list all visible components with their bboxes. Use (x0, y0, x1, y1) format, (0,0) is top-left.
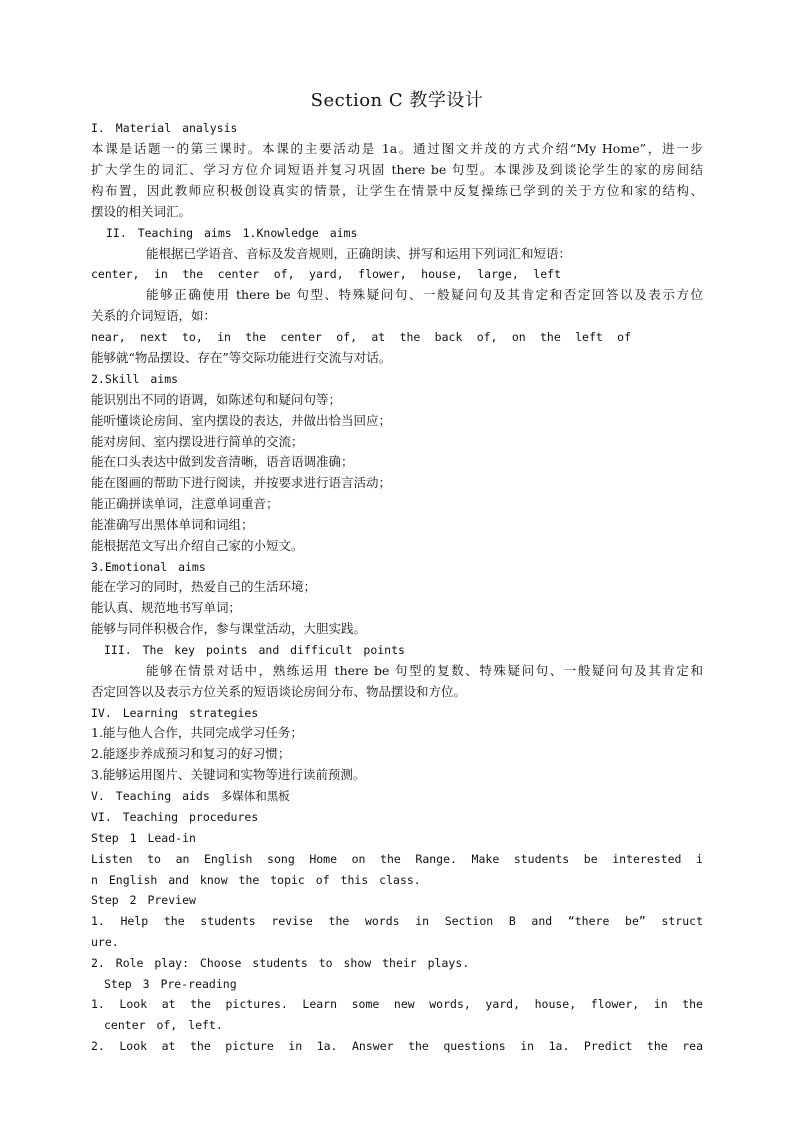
list-item: 能够与同伴积极合作，参与课堂活动，大胆实践。 (91, 621, 367, 636)
heading-material-analysis: I. Material analysis (91, 121, 238, 135)
step-text: ure. (91, 935, 119, 949)
heading-learning-strategies: IV. Learning strategies (91, 706, 259, 720)
paragraph-line: 能够就“物品摆设、存在”等交际功能进行交流与对话。 (91, 350, 392, 365)
list-item: 能认真、规范地书写单词； (91, 600, 242, 615)
list-item: 能在图画的帮助下进行阅读，并按要求进行语言活动； (91, 475, 392, 490)
list-item: 1.能与他人合作，共同完成学习任务； (91, 725, 303, 740)
list-item: 能在口头表达中做到发音清晰，语音语调准确； (91, 454, 354, 469)
heading-teaching-procedures: VI. Teaching procedures (91, 810, 259, 824)
list-item: 能根据范文写出介绍自己家的小短文。 (91, 538, 304, 553)
paragraph-line: 能够在情景对话中，熟练运用 there be 句型的复数、特殊疑问句、一般疑问句及其肯定和 (146, 663, 703, 678)
paragraph-line: 能够正确使用 there be 句型、特殊疑问句、一般疑问句及其肯定和否定回答以及表示方位 (146, 287, 703, 302)
heading-skill-aims: 2.Skill aims (91, 372, 179, 386)
step-text: center of, left. (104, 1018, 223, 1032)
heading-key-points: III. The key points and difficult points (104, 643, 405, 657)
paragraph-line: 扩大学生的词汇、学习方位介词短语并复习巩固 there be 句型。本课涉及到谈论学生的家的房间结 (91, 162, 703, 177)
vocabulary-line: center, in the center of, yard, flower, house, large, left (91, 267, 561, 281)
step-heading: Step 2 Preview (91, 893, 196, 907)
paragraph-line: 摆设的相关词汇。 (91, 204, 192, 219)
step-text: 2. Role play: Choose students to show their plays. (91, 956, 470, 970)
list-item: 能正确拼读单词，注意单词重音； (91, 496, 279, 511)
list-item: 能听懂谈论房间、室内摆设的表达，并做出恰当回应； (91, 413, 392, 428)
list-item: 能准确写出黑体单词和词组； (91, 517, 254, 532)
step-text: 1. Look at the pictures. Learn some new words, yard, house, flower, in the (91, 997, 703, 1011)
list-item: 能在学习的同时，热爱自己的生活环境； (91, 579, 317, 594)
list-item: 2.能逐步养成预习和复习的好习惯； (91, 746, 291, 761)
step-heading: Step 1 Lead-in (91, 831, 196, 845)
paragraph-line: 能根据已学语音、音标及发音规则，正确朗读、拼写和运用下列词汇和短语： (146, 246, 572, 261)
step-text: 1. Help the students revise the words in Section B and “there be” struct (91, 914, 703, 928)
paragraph-line: 本课是话题一的第三课时。本课的主要活动是 1a。通过图文并茂的方式介绍“My Home”，进一步 (91, 141, 703, 156)
heading-teaching-aids: V. Teaching aids 多媒体和黑板 (91, 789, 290, 803)
step-text: 2. Look at the picture in 1a. Answer the questions in 1a. Predict the rea (91, 1039, 703, 1053)
list-item: 3.能够运用图片、关键词和实物等进行读前预测。 (91, 767, 366, 782)
list-item: 能对房间、室内摆设进行简单的交流； (91, 434, 304, 449)
paragraph-line: 关系的介词短语，如： (91, 308, 217, 323)
step-text: Listen to an English song Home on the Range. Make students be interested i (91, 852, 703, 866)
paragraph-line: 否定回答以及表示方位关系的短语谈论房间分布、物品摆设和方位。 (91, 684, 467, 699)
step-text: n English and know the topic of this class. (91, 873, 421, 887)
page-title: Section C 教学设计 (310, 90, 484, 111)
heading-teaching-aims: II. Teaching aims 1.Knowledge aims (106, 226, 358, 240)
paragraph-line: 构布置，因此教师应积极创设真实的情景，让学生在情景中反复操练已学到的关于方位和家的结构、 (91, 183, 703, 198)
heading-emotional-aims: 3.Emotional aims (91, 560, 206, 574)
phrase-line: near, next to, in the center of, at the back of, on the left of (91, 330, 631, 344)
step-heading: Step 3 Pre-reading (104, 977, 237, 991)
list-item: 能识别出不同的语调，如陈述句和疑问句等； (91, 392, 342, 407)
